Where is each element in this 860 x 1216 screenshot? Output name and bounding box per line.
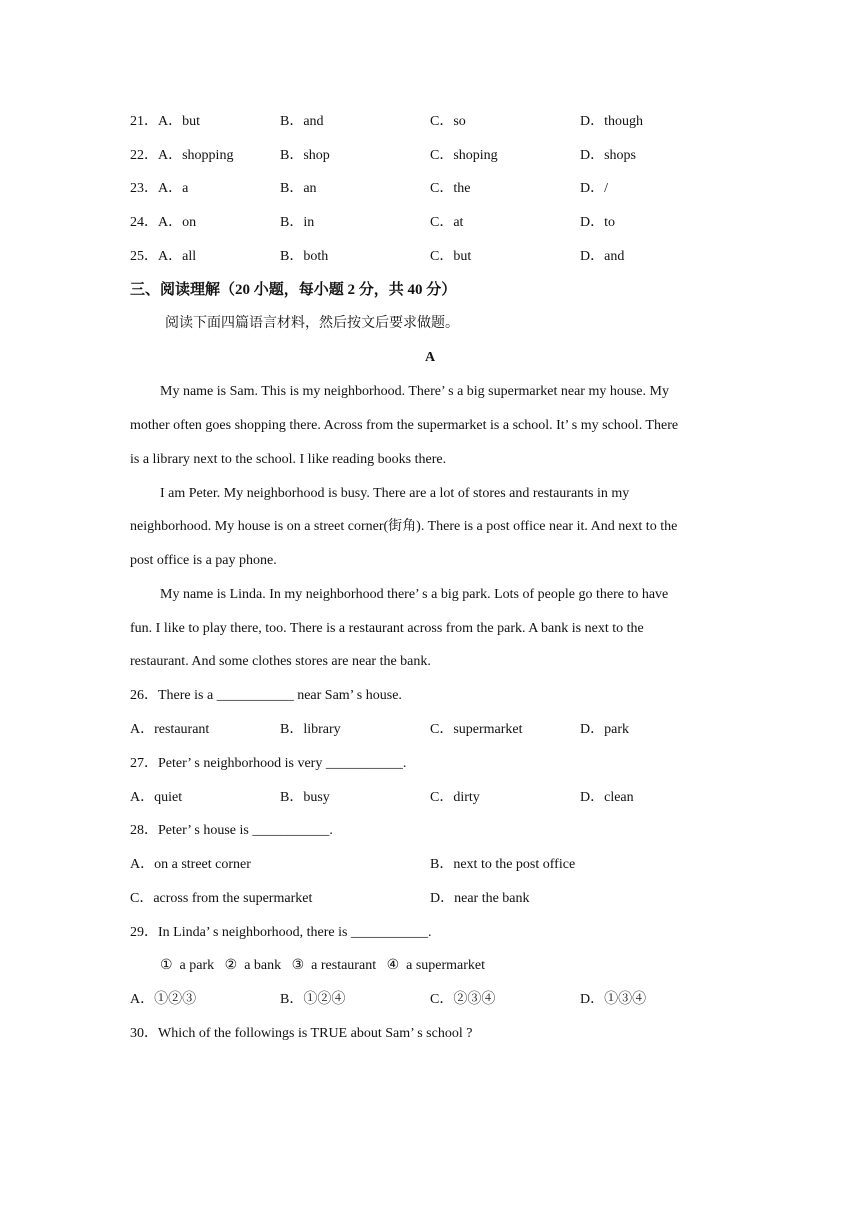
option-c: C．across from the supermarket (130, 891, 313, 906)
question-29: 29．In Linda’ s neighborhood, there is ___________. (130, 925, 432, 940)
option: 22．A．shopping (130, 148, 234, 163)
passage-line: neighborhood. My house is on a street corner(街角). There is a post office near it. And next to the (130, 519, 678, 534)
passage-line: My name is Sam. This is my neighborhood. There’ s a big supermarket near my house. My (160, 384, 669, 399)
option-d: D．park (580, 722, 629, 737)
option: B．both (280, 249, 329, 264)
option-b: B．next to the post office (430, 857, 576, 872)
question-26: 26．There is a ___________ near Sam’ s house. (130, 688, 402, 703)
option: C．so (430, 114, 466, 129)
question-28: 28．Peter’ s house is ___________. (130, 823, 333, 838)
option: 21．A．but (130, 114, 200, 129)
option: 24．A．on (130, 215, 197, 230)
question-27: 27．Peter’ s neighborhood is very ___________. (130, 756, 407, 771)
option: D．shops (580, 148, 637, 163)
passage-line: My name is Linda. In my neighborhood there’ s a big park. Lots of people go there to have (160, 587, 669, 602)
section-title: 三、阅读理解（20 小题，每小题 2 分，共 40 分） (130, 282, 457, 298)
option: 25．A．all (130, 249, 197, 264)
passage-line: post office is a pay phone. (130, 553, 277, 568)
passage-line: I am Peter. My neighborhood is busy. There are a lot of stores and restaurants in my (160, 486, 630, 501)
option-a: A．restaurant (130, 722, 210, 737)
option: C．shoping (430, 148, 498, 163)
question-29-items: ① a park ② a bank ③ a restaurant ④ a supermarket (160, 958, 486, 973)
instruction: 阅读下面四篇语言材料，然后按文后要求做题。 (165, 316, 459, 331)
passage-line: restaurant. And some clothes stores are near the bank. (130, 654, 431, 669)
option: 23．A．a (130, 181, 189, 196)
option-d: D．①③④ (580, 992, 647, 1007)
option-a: A．①②③ (130, 992, 197, 1007)
option-d: D．clean (580, 790, 634, 805)
option: C．but (430, 249, 472, 264)
option: B．shop (280, 148, 330, 163)
option: C．at (430, 215, 464, 230)
option: B．in (280, 215, 315, 230)
option: D．to (580, 215, 615, 230)
option-b: B．library (280, 722, 341, 737)
passage-line: mother often goes shopping there. Across from the supermarket is a school. It’ s my school. There (130, 418, 679, 433)
option-d: D．near the bank (430, 891, 530, 906)
passage-label: A (424, 350, 436, 365)
option: D．/ (580, 181, 608, 196)
option-c: C．②③④ (430, 992, 496, 1007)
option: D．and (580, 249, 625, 264)
question-30: 30．Which of the followings is TRUE about Sam’ s school ? (130, 1026, 473, 1041)
passage-line: is a library next to the school. I like reading books there. (130, 452, 447, 467)
option-c: C．dirty (430, 790, 480, 805)
option: C．the (430, 181, 471, 196)
option-c: C．supermarket (430, 722, 523, 737)
option-b: B．busy (280, 790, 330, 805)
option: D．though (580, 114, 643, 129)
passage-line: fun. I like to play there, too. There is a restaurant across from the park. A bank is next to the (130, 621, 644, 636)
option-b: B．①②④ (280, 992, 346, 1007)
option: B．and (280, 114, 324, 129)
option-a: A．on a street corner (130, 857, 251, 872)
option-a: A．quiet (130, 790, 183, 805)
option: B．an (280, 181, 317, 196)
